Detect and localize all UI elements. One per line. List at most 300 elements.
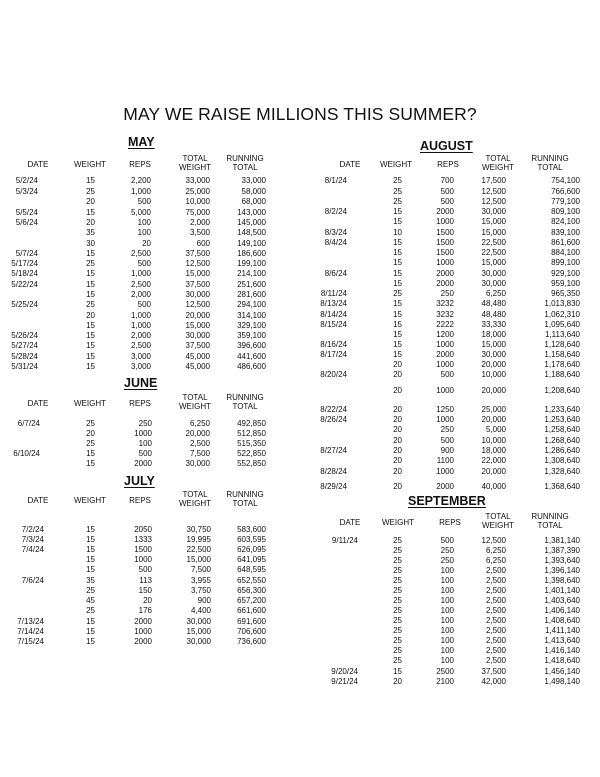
cell-date: 5/3/24	[15, 187, 38, 196]
cell-total: 20,000	[481, 467, 506, 476]
header-date: DATE	[339, 160, 361, 169]
cell-reps: 100	[440, 626, 454, 635]
cell-weight: 15	[393, 320, 402, 329]
cell-date: 8/20/24	[320, 370, 347, 379]
cell-date: 5/18/24	[11, 269, 38, 278]
header-date: DATE	[27, 160, 49, 169]
header-date: DATE	[339, 518, 361, 527]
cell-running: 1,188,640	[544, 370, 580, 379]
cell-total: 33,000	[185, 176, 210, 185]
cell-date: 5/17/24	[11, 259, 38, 268]
cell-weight: 15	[86, 525, 95, 534]
cell-running: 1,387,390	[544, 546, 580, 555]
cell-weight: 15	[393, 340, 402, 349]
cell-reps: 500	[138, 449, 152, 458]
cell-reps: 1500	[134, 545, 152, 554]
cell-total: 75,000	[185, 208, 210, 217]
cell-date: 8/11/24	[320, 289, 347, 298]
header-total: TOTAL WEIGHT	[482, 154, 514, 172]
cell-total: 33,330	[481, 320, 506, 329]
cell-total: 37,500	[481, 667, 506, 676]
cell-date: 8/1/24	[324, 176, 347, 185]
cell-weight: 15	[86, 459, 95, 468]
cell-running: 199,100	[237, 259, 266, 268]
cell-total: 18,000	[481, 446, 506, 455]
header-reps: REPS	[437, 160, 459, 169]
cell-total: 10,000	[185, 197, 210, 206]
cell-total: 2,500	[485, 656, 506, 665]
cell-reps: 500	[440, 436, 454, 445]
cell-weight: 35	[86, 576, 95, 585]
cell-running: 965,350	[551, 289, 580, 298]
cell-weight: 25	[393, 606, 402, 615]
cell-running: 1,413,640	[544, 636, 580, 645]
cell-date: 5/27/24	[11, 341, 38, 350]
cell-reps: 100	[440, 596, 454, 605]
cell-reps: 1000	[436, 467, 454, 476]
cell-date: 5/5/24	[15, 208, 38, 217]
cell-running: 839,100	[551, 228, 580, 237]
header-running: RUNNING TOTAL	[226, 154, 264, 172]
cell-weight: 25	[86, 300, 95, 309]
cell-total: 15,000	[185, 321, 210, 330]
cell-weight: 20	[86, 197, 95, 206]
cell-date: 8/6/24	[324, 269, 347, 278]
cell-weight: 20	[86, 311, 95, 320]
cell-reps: 1000	[436, 340, 454, 349]
cell-running: 1,062,310	[544, 310, 580, 319]
cell-running: 656,300	[237, 586, 266, 595]
header-reps: REPS	[439, 518, 461, 527]
cell-total: 42,000	[481, 677, 506, 686]
cell-running: 1,258,640	[544, 425, 580, 434]
cell-reps: 2500	[436, 667, 454, 676]
cell-reps: 3232	[436, 299, 454, 308]
cell-reps: 100	[440, 636, 454, 645]
cell-total: 2,500	[485, 626, 506, 635]
cell-running: 552,850	[237, 459, 266, 468]
cell-weight: 20	[393, 677, 402, 686]
cell-date: 7/15/24	[17, 637, 44, 646]
cell-running: 68,000	[241, 197, 266, 206]
cell-running: 251,600	[237, 280, 266, 289]
cell-reps: 1500	[436, 248, 454, 257]
cell-weight: 20	[86, 218, 95, 227]
cell-reps: 2000	[436, 207, 454, 216]
cell-total: 10,000	[481, 436, 506, 445]
cell-running: 492,850	[237, 419, 266, 428]
cell-weight: 20	[393, 436, 402, 445]
cell-total: 10,000	[481, 370, 506, 379]
cell-total: 30,000	[186, 617, 211, 626]
cell-reps: 500	[137, 300, 151, 309]
cell-running: 1,178,640	[544, 360, 580, 369]
cell-running: 329,100	[237, 321, 266, 330]
cell-running: 441,600	[237, 352, 266, 361]
cell-running: 143,000	[237, 208, 266, 217]
cell-running: 1,308,640	[544, 456, 580, 465]
cell-weight: 25	[393, 636, 402, 645]
cell-reps: 1000	[134, 429, 152, 438]
cell-weight: 15	[86, 637, 95, 646]
cell-total: 12,500	[481, 536, 506, 545]
cell-running: 186,600	[237, 249, 266, 258]
cell-reps: 500	[440, 536, 454, 545]
cell-total: 6,250	[485, 556, 506, 565]
header-weight: WEIGHT	[74, 399, 106, 408]
header-reps: REPS	[129, 496, 151, 505]
cell-reps: 1,000	[130, 269, 151, 278]
cell-weight: 15	[86, 341, 95, 350]
cell-date: 8/13/24	[320, 299, 347, 308]
cell-running: 1,393,640	[544, 556, 580, 565]
cell-total: 2,500	[485, 576, 506, 585]
cell-date: 5/25/24	[11, 300, 38, 309]
cell-total: 45,000	[185, 352, 210, 361]
cell-running: 641,095	[237, 555, 266, 564]
cell-reps: 2000	[134, 617, 152, 626]
cell-total: 19,995	[186, 535, 211, 544]
cell-weight: 15	[86, 321, 95, 330]
cell-total: 15,000	[481, 340, 506, 349]
cell-total: 2,500	[189, 439, 210, 448]
cell-weight: 25	[393, 596, 402, 605]
cell-reps: 2,500	[130, 341, 151, 350]
page-title: MAY WE RAISE MILLIONS THIS SUMMER?	[123, 104, 477, 124]
cell-date: 9/20/24	[331, 667, 358, 676]
cell-weight: 15	[86, 249, 95, 258]
cell-total: 5,000	[485, 425, 506, 434]
cell-running: 1,398,640	[544, 576, 580, 585]
cell-weight: 25	[393, 616, 402, 625]
cell-total: 48,480	[481, 310, 506, 319]
cell-weight: 20	[86, 429, 95, 438]
cell-date: 5/2/24	[15, 176, 38, 185]
cell-total: 2,500	[485, 616, 506, 625]
cell-total: 12,500	[481, 187, 506, 196]
cell-weight: 15	[86, 617, 95, 626]
cell-total: 12,500	[481, 197, 506, 206]
cell-reps: 100	[137, 228, 151, 237]
cell-running: 1,013,830	[544, 299, 580, 308]
cell-reps: 500	[137, 259, 151, 268]
cell-reps: 2050	[134, 525, 152, 534]
cell-reps: 1200	[436, 330, 454, 339]
cell-weight: 15	[393, 330, 402, 339]
header-reps: REPS	[129, 399, 151, 408]
cell-date: 8/17/24	[320, 350, 347, 359]
cell-reps: 500	[440, 370, 454, 379]
cell-date: 5/22/24	[11, 280, 38, 289]
cell-total: 3,955	[190, 576, 211, 585]
cell-date: 8/3/24	[324, 228, 347, 237]
cell-reps: 500	[138, 565, 152, 574]
cell-reps: 100	[440, 646, 454, 655]
cell-reps: 2100	[436, 677, 454, 686]
cell-total: 600	[196, 239, 210, 248]
cell-running: 148,500	[237, 228, 266, 237]
cell-date: 7/2/24	[21, 525, 44, 534]
cell-date: 8/16/24	[320, 340, 347, 349]
cell-reps: 1333	[134, 535, 152, 544]
cell-total: 25,000	[481, 405, 506, 414]
cell-weight: 20	[393, 467, 402, 476]
cell-weight: 20	[393, 360, 402, 369]
cell-date: 7/14/24	[17, 627, 44, 636]
cell-running: 515,350	[237, 439, 266, 448]
cell-date: 5/28/24	[11, 352, 38, 361]
cell-reps: 2,000	[130, 331, 151, 340]
cell-reps: 100	[440, 606, 454, 615]
header-weight: WEIGHT	[382, 518, 414, 527]
cell-reps: 113	[139, 576, 152, 585]
cell-running: 861,600	[551, 238, 580, 247]
cell-total: 7,500	[190, 565, 211, 574]
cell-reps: 500	[137, 197, 151, 206]
cell-weight: 25	[393, 187, 402, 196]
cell-weight: 15	[393, 269, 402, 278]
cell-running: 1,128,640	[544, 340, 580, 349]
cell-total: 2,500	[485, 586, 506, 595]
cell-running: 33,000	[241, 176, 266, 185]
cell-total: 15,000	[481, 258, 506, 267]
cell-weight: 15	[393, 248, 402, 257]
cell-running: 1,411,140	[545, 626, 580, 635]
cell-total: 900	[197, 596, 211, 605]
cell-weight: 25	[393, 546, 402, 555]
cell-weight: 10	[393, 228, 402, 237]
cell-weight: 20	[393, 482, 402, 491]
cell-weight: 20	[393, 386, 402, 395]
cell-total: 20,000	[185, 429, 210, 438]
cell-reps: 20	[143, 596, 152, 605]
cell-running: 929,100	[551, 269, 580, 278]
cell-running: 736,600	[237, 637, 266, 646]
cell-reps: 1,000	[130, 321, 151, 330]
cell-reps: 2,500	[130, 249, 151, 258]
cell-running: 1,456,140	[544, 667, 580, 676]
cell-running: 1,233,640	[544, 405, 580, 414]
cell-running: 652,550	[237, 576, 266, 585]
cell-weight: 15	[393, 350, 402, 359]
cell-total: 20,000	[481, 415, 506, 424]
cell-weight: 15	[86, 545, 95, 554]
header-weight: WEIGHT	[380, 160, 412, 169]
cell-weight: 15	[86, 555, 95, 564]
cell-weight: 15	[393, 667, 402, 676]
header-running: RUNNING TOTAL	[226, 490, 264, 508]
cell-total: 17,500	[481, 176, 506, 185]
cell-date: 7/3/24	[21, 535, 44, 544]
cell-weight: 20	[393, 456, 402, 465]
cell-total: 7,500	[189, 449, 210, 458]
cell-weight: 25	[393, 556, 402, 565]
header-date: DATE	[27, 496, 49, 505]
cell-reps: 20	[142, 239, 151, 248]
cell-running: 1,408,640	[544, 616, 580, 625]
cell-total: 2,500	[485, 646, 506, 655]
cell-reps: 500	[440, 197, 454, 206]
cell-reps: 100	[137, 218, 151, 227]
cell-total: 6,250	[485, 289, 506, 298]
cell-running: 754,100	[551, 176, 580, 185]
cell-total: 15,000	[186, 555, 211, 564]
cell-weight: 25	[86, 586, 95, 595]
cell-weight: 25	[86, 259, 95, 268]
cell-running: 281,600	[237, 290, 266, 299]
cell-running: 1,401,140	[544, 586, 580, 595]
cell-total: 15,000	[481, 217, 506, 226]
cell-date: 8/27/24	[320, 446, 347, 455]
cell-weight: 25	[393, 176, 402, 185]
cell-total: 30,000	[185, 331, 210, 340]
cell-weight: 20	[393, 405, 402, 414]
cell-reps: 2,200	[130, 176, 151, 185]
cell-total: 20,000	[185, 311, 210, 320]
cell-running: 1,158,640	[544, 350, 580, 359]
cell-total: 30,750	[186, 525, 211, 534]
cell-running: 1,403,640	[544, 596, 580, 605]
cell-reps: 2000	[134, 459, 152, 468]
cell-date: 5/7/24	[15, 249, 38, 258]
cell-total: 30,000	[481, 350, 506, 359]
cell-reps: 1000	[436, 217, 454, 226]
cell-running: 657,200	[237, 596, 266, 605]
cell-reps: 3232	[436, 310, 454, 319]
cell-reps: 1,000	[130, 187, 151, 196]
cell-reps: 1000	[134, 555, 152, 564]
cell-running: 512,850	[237, 429, 266, 438]
cell-running: 779,100	[551, 197, 580, 206]
cell-weight: 20	[393, 425, 402, 434]
cell-total: 12,500	[185, 300, 210, 309]
cell-weight: 15	[86, 565, 95, 574]
cell-total: 2,500	[485, 636, 506, 645]
cell-weight: 15	[393, 217, 402, 226]
cell-running: 1,381,140	[544, 536, 580, 545]
cell-reps: 5,000	[130, 208, 151, 217]
cell-weight: 25	[393, 586, 402, 595]
cell-date: 9/11/24	[331, 536, 358, 545]
cell-total: 12,500	[185, 259, 210, 268]
cell-date: 7/6/24	[21, 576, 44, 585]
cell-total: 30,000	[481, 207, 506, 216]
cell-running: 1,286,640	[544, 446, 580, 455]
cell-reps: 250	[440, 546, 454, 555]
cell-total: 22,500	[186, 545, 211, 554]
cell-reps: 1000	[436, 258, 454, 267]
cell-total: 30,000	[481, 279, 506, 288]
cell-total: 15,000	[186, 627, 211, 636]
cell-date: 6/7/24	[17, 419, 40, 428]
cell-reps: 250	[440, 289, 454, 298]
cell-weight: 25	[393, 646, 402, 655]
header-running: RUNNING TOTAL	[531, 154, 569, 172]
cell-reps: 250	[440, 425, 454, 434]
cell-running: 486,600	[237, 362, 266, 371]
cell-date: 7/4/24	[21, 545, 44, 554]
cell-reps: 2000	[134, 637, 152, 646]
cell-weight: 15	[393, 258, 402, 267]
cell-running: 1,268,640	[544, 436, 580, 445]
cell-total: 15,000	[185, 269, 210, 278]
cell-reps: 500	[440, 187, 454, 196]
cell-date: 8/29/24	[320, 482, 347, 491]
cell-total: 2,500	[485, 606, 506, 615]
cell-weight: 35	[86, 228, 95, 237]
cell-running: 603,595	[237, 535, 266, 544]
cell-total: 48,480	[481, 299, 506, 308]
cell-reps: 1100	[436, 456, 454, 465]
cell-total: 37,500	[185, 280, 210, 289]
cell-date: 8/22/24	[320, 405, 347, 414]
cell-total: 6,250	[189, 419, 210, 428]
month-title-july: JULY	[124, 474, 155, 488]
cell-date: 5/6/24	[15, 218, 38, 227]
cell-weight: 25	[393, 289, 402, 298]
cell-weight: 15	[86, 627, 95, 636]
cell-weight: 25	[393, 566, 402, 575]
cell-running: 149,100	[237, 239, 266, 248]
cell-running: 1,113,640	[545, 330, 580, 339]
cell-running: 1,396,140	[544, 566, 580, 575]
cell-reps: 1500	[436, 228, 454, 237]
cell-running: 583,600	[237, 525, 266, 534]
cell-reps: 1250	[436, 405, 454, 414]
cell-weight: 20	[393, 415, 402, 424]
cell-total: 22,500	[481, 248, 506, 257]
cell-weight: 15	[393, 207, 402, 216]
cell-total: 2,000	[189, 218, 210, 227]
cell-total: 20,000	[481, 386, 506, 395]
header-weight: WEIGHT	[74, 160, 106, 169]
cell-weight: 30	[86, 239, 95, 248]
cell-reps: 2000	[436, 482, 454, 491]
cell-reps: 700	[440, 176, 454, 185]
cell-total: 22,500	[481, 238, 506, 247]
cell-reps: 2000	[436, 269, 454, 278]
cell-total: 30,000	[185, 459, 210, 468]
month-title-august: AUGUST	[420, 139, 473, 153]
cell-total: 4,400	[190, 606, 211, 615]
cell-weight: 25	[393, 197, 402, 206]
cell-weight: 25	[393, 626, 402, 635]
cell-reps: 2000	[436, 279, 454, 288]
cell-running: 58,000	[241, 187, 266, 196]
cell-running: 661,600	[237, 606, 266, 615]
cell-total: 6,250	[485, 546, 506, 555]
cell-total: 45,000	[185, 362, 210, 371]
cell-total: 2,500	[485, 566, 506, 575]
cell-weight: 15	[86, 176, 95, 185]
cell-running: 959,100	[551, 279, 580, 288]
cell-date: 8/28/24	[320, 467, 347, 476]
cell-weight: 15	[86, 280, 95, 289]
header-total: TOTAL WEIGHT	[179, 154, 211, 172]
cell-date: 5/26/24	[11, 331, 38, 340]
cell-reps: 150	[138, 586, 152, 595]
cell-running: 359,100	[237, 331, 266, 340]
cell-total: 37,500	[185, 341, 210, 350]
cell-total: 22,000	[481, 456, 506, 465]
header-total: TOTAL WEIGHT	[482, 512, 514, 530]
cell-total: 37,500	[185, 249, 210, 258]
cell-weight: 15	[393, 279, 402, 288]
cell-running: 1,253,640	[544, 415, 580, 424]
cell-reps: 100	[440, 586, 454, 595]
cell-weight: 15	[86, 352, 95, 361]
cell-running: 1,095,640	[544, 320, 580, 329]
